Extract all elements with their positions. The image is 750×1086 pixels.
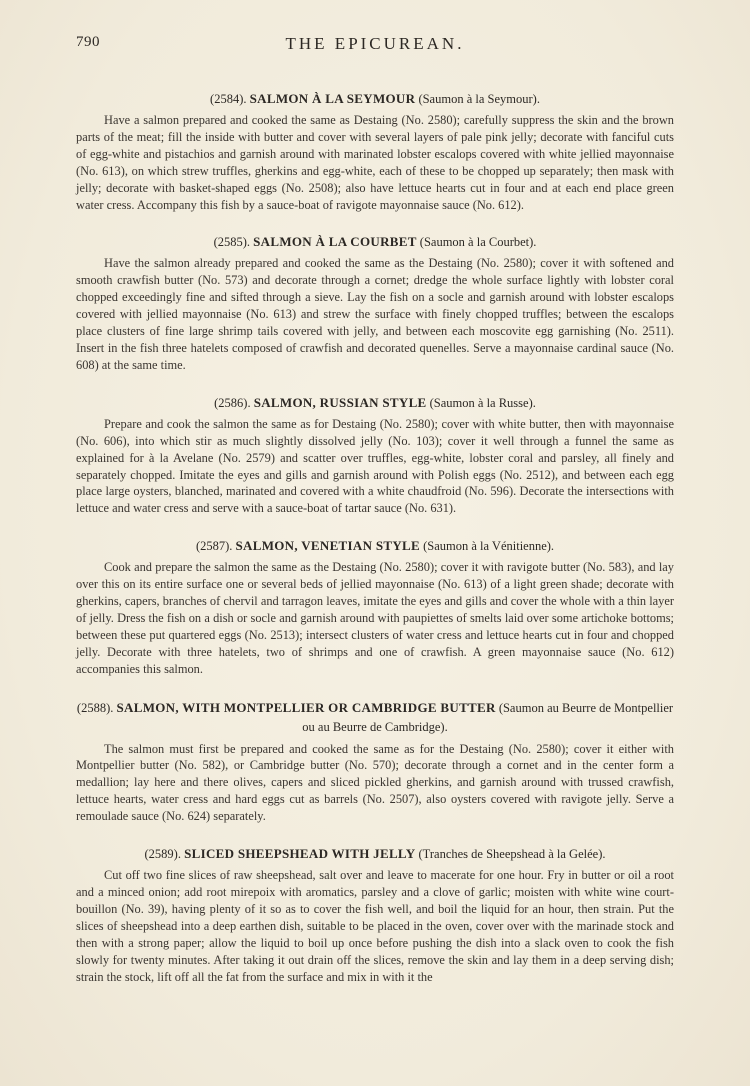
recipe-body: Cook and prepare the salmon the same as the Destaing (No. 2580); cover it with ravigote butter (No. 583), and lay over this on its entire surface one or several beds of jellied mayonnaise (No. 613) of a light green shade; decorate with gherkins, capers, branches of chervil and tarragon leaves, imitate the eyes and gills and cover the whole with a thin layer of jelly. Dress the fish on a dish or socle and garnish around with paupiettes of smelts laid over some artichoke bottoms; between these put quartered eggs (No. 2513); intersect clusters of water cress and lettuce hearts cut in four and chopped jelly. Decorate with three hatelets, two of shrimps and one of crawfish. A green mayonnaise sauce (No. 612) accompanies this salmon. bbox=[76, 560, 674, 676]
recipe-number: (2584). bbox=[210, 92, 247, 106]
recipe-body: Prepare and cook the salmon the same as for Destaing (No. 2580); cover with white butter, then with mayonnaise (No. 606), into which stir as much slightly dissolved jelly (No. 103); cover it well through a funnel the same as explained for à la Avelane (No. 2579) and scatter over truffles, egg-white, lobster coral and parsley, all finely and separately chopped. Imitate the eyes and gills and garnish around with Polish eggs (No. 2512), and between each egg place large oysters, blanched, marinated and covered with a white chaudfroid (No. 596). Decorate the intersections with lettuce and water cress and serve with a sauce-boat of tartar sauce (No. 631). bbox=[76, 416, 674, 516]
recipe-heading bbox=[76, 537, 674, 555]
recipe-title: SALMON, WITH MONTPELLIER OR CAMBRIDGE BUTTER bbox=[116, 699, 496, 715]
recipe-2586 bbox=[76, 394, 674, 517]
recipe-number: (2588). bbox=[76, 700, 114, 715]
recipe-french-name: (Saumon à la Courbet). bbox=[419, 235, 537, 250]
recipe-2584 bbox=[76, 90, 674, 213]
recipe-french-name: (Saumon à la Vénitienne). bbox=[423, 539, 555, 554]
running-title: THE EPICUREAN. bbox=[285, 34, 465, 53]
recipe-2587 bbox=[76, 537, 674, 677]
recipe-heading bbox=[76, 233, 674, 251]
recipe-french-name: (Saumon à la Russe). bbox=[429, 395, 536, 410]
recipe-2585 bbox=[76, 233, 674, 373]
recipe-french-name: (Saumon au Beurre de Montpellier ou au Beurre de Cambridge). bbox=[302, 700, 674, 734]
recipe-title: SALMON À LA SEYMOUR bbox=[249, 91, 416, 106]
recipe-2588 bbox=[76, 698, 674, 826]
recipe-2589 bbox=[76, 845, 674, 985]
recipe-body: Have the salmon already prepared and cooked the same as the Destaing (No. 2580); cover it with softened and smooth crawfish butter (No. 573) and decorate through a cornet; dredge the whole surface lightly with lobster coral chopped exceedingly fine and sifted through a sieve. Lay the fish on a socle and garnish around with lobster escalops covered with jellied mayonnaise (No. 613) and strew the surface with finely chopped truffles; between the escalops place clusters of fine large shrimp tails covered with jelly, and between each moscovite egg garnishing (No. 2511). Insert in the fish three hatelets composed of crawfish and decorated quenelles. Serve a mayonnaise cardinal sauce (No. 608) at the same time. bbox=[76, 256, 674, 372]
recipe-french-name: (Saumon à la Seymour). bbox=[418, 92, 540, 106]
recipe-heading bbox=[76, 845, 674, 863]
recipe-french-name: (Tranches de Sheepshead à la Gelée). bbox=[418, 847, 606, 862]
recipe-body: Have a salmon prepared and cooked the same as Destaing (No. 2580); carefully suppress the skin and the brown parts of the meat; fill the inside with butter and cover with several layers of pale pink jelly; decorate with fanciful cuts of egg-white and pistachios and garnish around with marinated lobster escalops covered with white jellied mayonnaise (No. 613), on which strew truffles, gherkins and egg-white, each of these to be chopped up separately; then mask with jelly; decorate with basket-shaped eggs (No. 2508); also have lettuce hearts cut in four and at each end place green water cress. Accompany this fish by a sauce-boat of ravigote mayonnaise sauce (No. 612). bbox=[76, 113, 674, 212]
recipe-number: (2586). bbox=[214, 395, 251, 410]
recipe-number: (2587). bbox=[195, 539, 233, 554]
recipe-heading bbox=[76, 698, 674, 737]
recipe-heading bbox=[76, 394, 674, 412]
recipe-title: SALMON À LA COURBET bbox=[253, 234, 417, 250]
recipe-number: (2585). bbox=[213, 235, 251, 250]
recipe-number: (2589). bbox=[144, 847, 181, 862]
recipe-body: Cut off two fine slices of raw sheepshead, salt over and leave to macerate for one hour. Fry in butter or oil a root and a minced onion; add root mirepoix with aromatics, parsley and a clove of garlic; moisten with white wine court-bouillon (No. 39), having plenty of it so as to cover the fish well, and boil the liquid for an hour, then strain. Put the slices of sheepshead into a deep earthen dish, suitable to be placed in the oven, cover over with the marinade stock and then with a strong paper; allow the liquid to boil up once before pushing the dish into a slack oven to cook the fish slowly for twenty minutes. After taking it out drain off the slices, remove the skin and lay them in a deep serving dish; strain the stock, lift off all the fat from the surface and mix in with it the bbox=[76, 868, 674, 984]
recipe-title: SALMON, RUSSIAN STYLE bbox=[253, 394, 427, 410]
recipe-heading bbox=[76, 90, 674, 108]
recipe-title: SALMON, VENETIAN STYLE bbox=[235, 538, 420, 554]
recipe-body: The salmon must first be prepared and cooked the same as for the Destaing (No. 2580); cover it either with Montpellier butter (No. 582), or Cambridge butter (No. 570); decorate through a cornet and in the center form a medallion; lay here and there olives, capers and sliced pickled gherkins, and garnish around with trussed crawfish, lettuce hearts, water cress and hard eggs cut as barrels (No. 2507), also oysters covered with ravigote jelly. Serve a remoulade sauce (No. 624) separately. bbox=[76, 741, 674, 824]
running-head bbox=[76, 34, 674, 64]
recipe-title: SLICED SHEEPSHEAD WITH JELLY bbox=[184, 846, 416, 862]
page-number: 790 bbox=[76, 34, 100, 50]
